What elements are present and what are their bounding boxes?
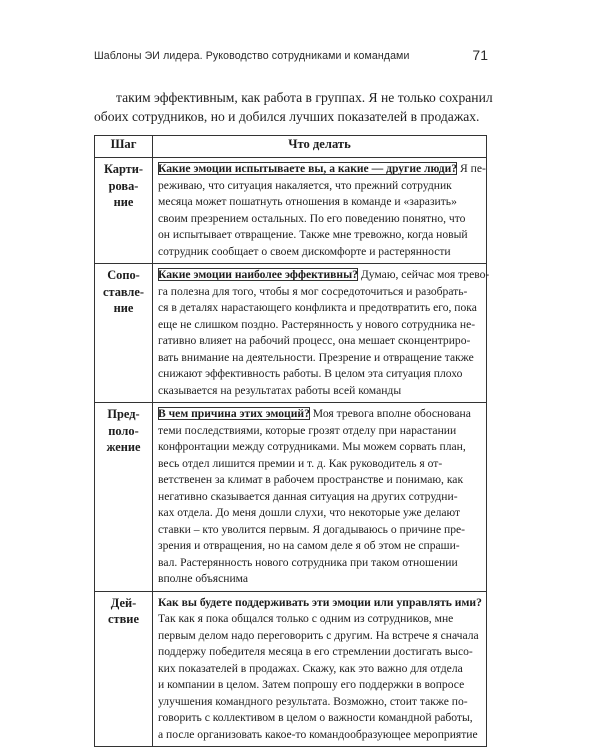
desc-line: ся в деталях нарастающего конфликта и предотвратить его, пока: [158, 301, 477, 314]
desc-line: и компании в целом. Затем попрошу его поддержки в вопросе: [158, 678, 465, 691]
desc-line: ких показателей в продажах. Скажу, как это важно для отдела: [158, 661, 463, 675]
desc-line: первым делом надо переговорить с другим. На встрече я сначала: [158, 628, 479, 642]
step-question: Какие эмоции испытываете вы, а какие — другие люди?: [158, 162, 458, 175]
desc-line: он испытывает отвращение. Также мне тревожно, когда новый: [158, 228, 468, 241]
step-description: [153, 591, 487, 747]
desc-text: Моя тревога вполне обоснована: [312, 407, 471, 420]
desc-line: вал. Растерянность нового сотрудника при таком отношении: [158, 555, 458, 569]
step-name: [95, 591, 153, 747]
step-question: Какие эмоции наиболее эффективны?: [158, 268, 358, 281]
table-row: [95, 403, 487, 592]
desc-line: реживаю, что ситуация накаляется, что прежний сотрудник: [158, 178, 452, 192]
desc-line: своим презрением остальных. По его поведению понятно, что: [158, 211, 466, 225]
table-row: [95, 264, 487, 403]
desc-line: весь отдел лишится премии и т. д. Как руководитель я от-: [158, 456, 443, 470]
page-number: 71: [472, 47, 488, 63]
table-header-row: [95, 136, 487, 158]
desc-line: ветственен за климат в рабочем пространстве и понимаю, как: [158, 473, 464, 486]
desc-line: [158, 161, 486, 178]
desc-line: еще не слишком поздно. Растерянность у нового сотрудника не-: [158, 317, 476, 331]
desc-line: Так как я пока общался только с одним из сотрудников, мне: [158, 612, 454, 625]
step-name-part: ние: [113, 301, 134, 315]
step-name-part: жение: [106, 440, 141, 454]
step-name-part: ние: [113, 195, 134, 209]
step-name: [95, 158, 153, 264]
running-header: Шаблоны ЭИ лидера. Руководство сотрудниками и командами: [94, 50, 410, 62]
desc-line: теми последствиями, которые грозят отделу при нарастании: [158, 423, 457, 437]
step-question: Как вы будете поддерживать эти эмоции или управлять ими?: [158, 595, 482, 609]
desc-text: Я пе-: [460, 162, 486, 175]
step-name-part: ставле-: [102, 284, 145, 299]
desc-line: вать внимание на деятельности. Презрение и отвращение также: [158, 350, 474, 364]
desc-line: [158, 595, 482, 612]
step-name-part: поло-: [108, 423, 139, 438]
desc-line: га полезна для того, чтобы я мог сосредоточиться и разобрать-: [158, 284, 468, 298]
desc-line: [158, 267, 490, 284]
intro-paragraph: [94, 88, 493, 126]
desc-line: зрения и отвращения, но на самом деле я об этом не спраши-: [158, 539, 460, 552]
step-name-part: Дей-: [110, 595, 137, 610]
desc-line: месяца может пошатнуть отношения в команде и «заразить»: [158, 195, 457, 208]
steps-table: [94, 135, 490, 747]
step-question: В чем причина этих эмоций?: [158, 407, 310, 420]
desc-line: сказывается на результатах работы всей команды: [158, 383, 402, 397]
desc-line: улучшения командного результата. Возможно, стоит также по-: [158, 694, 468, 708]
desc-line: снижают эффективность работы. В целом эта ситуация плохо: [158, 367, 463, 380]
table-row: [95, 591, 487, 747]
desc-line: сотрудник сообщает о своем дискомфорте и растерянности: [158, 244, 451, 258]
step-name-part: Карти-: [103, 162, 144, 176]
desc-line: ставки – кто уволится первым. Я догадываюсь о причине пре-: [158, 522, 466, 536]
desc-line: вполне объяснима: [158, 572, 249, 585]
step-name-part: Пред-: [107, 407, 140, 421]
column-header-step: Шаг: [95, 136, 153, 158]
step-name-part: ствие: [108, 612, 139, 626]
step-description: [153, 264, 490, 403]
desc-line: говорить с коллективом в целом о важности командной работы,: [158, 711, 473, 724]
desc-text: Думаю, сейчас моя трево-: [360, 268, 490, 281]
desc-line: конфронтации между сотрудниками. Мы можем сорвать план,: [158, 440, 466, 453]
table-row: [95, 158, 487, 264]
desc-line: негативно сказывается данная ситуация на других сотрудни-: [158, 489, 458, 503]
step-description: [153, 158, 487, 264]
desc-line: ках отдела. До меня дошли слухи, что некоторые уже делают: [158, 506, 461, 519]
intro-line: обоих сотрудников, но и добился лучших показателей в продажах.: [94, 109, 480, 124]
step-name: [95, 403, 153, 592]
step-name-part: рова-: [108, 178, 139, 193]
step-name: [95, 264, 153, 403]
column-header-what: Что делать: [153, 136, 487, 158]
desc-line: а после организовать какое-то командообразующее мероприятие: [158, 727, 478, 741]
step-name-part: Сопо-: [107, 268, 140, 282]
desc-line: поддержу победителя месяца в его стремлении достигать высо-: [158, 645, 473, 658]
intro-line: таким эффективным, как работа в группах. Я не только сохранил: [116, 90, 493, 105]
step-description: [153, 403, 487, 592]
desc-line: гативно влияет на рабочий процесс, она мешает сконцентриро-: [158, 334, 471, 347]
desc-line: [158, 406, 482, 423]
